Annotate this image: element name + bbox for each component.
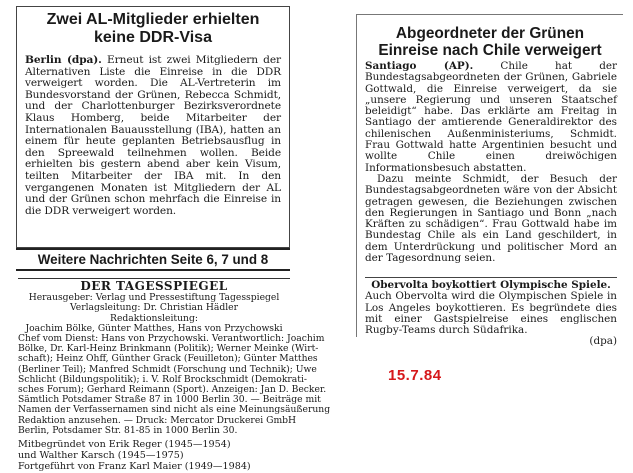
chile-headline-line2: Einreise nach Chile verweigert bbox=[378, 42, 602, 59]
founder-line: und Walther Karsch (1945—1975) bbox=[18, 450, 184, 462]
left-clipping bbox=[6, 6, 331, 473]
al-visa-headline-line1: Zwei AL-Mitglieder erhielten bbox=[46, 11, 260, 28]
chile-headline-line1: Abgeordneter der Grünen bbox=[395, 25, 585, 42]
impressum-line: Herausgeber: Verlag und Pressestiftung Tagesspiegel bbox=[28, 292, 280, 304]
impressum-line: schaft); Heinz Ohff, Günther Grack (Feuilleton); Günter Matthes bbox=[18, 353, 318, 365]
chile-para-1-text: Chile hat der Bundestagsabgeordneten der Grünen, Gabriele Gottwald, die Einreise verweigert, da sie „unsere Regierung und unseren Staatschef beleidigt“ habe. Das erklärte am Freitag in Santiago der amtierende Generaldirektor des chilenischen Außenministeriums, Schmidt. Frau Gottwald hatte Argentinien besucht und wollte Chile einen dreiwöchigen Informationsbesuch abstatten. bbox=[365, 60, 617, 174]
al-visa-text: Erneut ist zwei Mitgliedern der Alternativen Liste die Einreise in die DDR verweigert worden. Die AL-Vertreterin im Bundesvorstand der Grünen, Rebecca Schmidt, und der Charlottenburger Bezirksverordnete Klaus Homberg, beide Mitarbeiter der Internationalen Bauausstellung (IBA), hatten an einem für heute geplanten Betriebsausflug in den Spreewald teilnehmen wollen. Beide erhielten bis gestern abend aber kein Visum, teilten Mitarbeiter der IBA mit. In den vergangenen Monaten ist Mitgliedern der AL und der Grünen schon mehrfach die Einreise in die DDR verweigert worden. bbox=[25, 54, 281, 217]
impressum-founders bbox=[18, 439, 290, 472]
impressum-line: Redaktion anzusehen. — Druck: Mercator Druckerei GmbH bbox=[18, 414, 297, 426]
obervolta-text: Auch Obervolta wird die Olympischen Spiele in Los Angeles boykottieren. Es begründete dies mit einer Gastspielreise eines englischen Rugby-Teams durch Südafrika. bbox=[365, 290, 617, 337]
impressum-line: Namen der Verfassernamen sind nicht als eine Meinungsäußerung bbox=[18, 404, 331, 416]
chile-dateline: Santiago (AP). bbox=[365, 60, 474, 72]
impressum-line: Sämtlich Potsdamer Straße 87 in 1000 Berlin 30. — Beiträge mit bbox=[18, 394, 321, 406]
chile-body bbox=[365, 61, 617, 264]
impressum-title: DER TAGESSPIEGEL bbox=[18, 278, 290, 291]
impressum-lines bbox=[18, 292, 331, 436]
al-visa-body bbox=[25, 55, 281, 217]
impressum bbox=[18, 278, 331, 473]
founder-line: Mitbegründet von Erik Reger (1945—1954) bbox=[18, 439, 231, 451]
chile-para-2: Dazu meinte Schmidt, der Besuch der Bundestagsabgeordneten wäre von der Absicht getragen gewesen, die Beziehungen zwischen den Regierungen in Santiago und Bonn „nach Kräften zu schädigen“. Frau Gottwald habe im Bundestag Chile als ein Land geschildert, in dem Unterdrückung und politischer Mord an der Tagesordnung seien. bbox=[365, 172, 617, 265]
impressum-line: Chef vom Dienst: Hans von Przychowski. Verantwortlich: Joachim bbox=[18, 333, 325, 345]
al-visa-dateline: Berlin (dpa). bbox=[25, 54, 102, 66]
obervolta-source: (dpa) bbox=[589, 335, 617, 348]
date-annotation: 15.7.84 bbox=[388, 367, 442, 384]
impressum-line: Bölke, Dr. Karl-Heinz Brinkmann (Politik); Werner Meinke (Wirt- bbox=[18, 343, 319, 355]
impressum-line: Berlin, Potsdamer Str. 81-85 in 1000 Berlin 30. bbox=[18, 424, 238, 436]
founder-line: Fortgeführt von Franz Karl Maier (1949—1984) bbox=[18, 461, 251, 473]
impressum-line: Redaktionsleitung: bbox=[110, 312, 198, 324]
impressum-line: Schlicht (Bildungspolitik); i. V. Rolf Brockschmidt (Demokrati- bbox=[18, 373, 307, 385]
obervolta-title: Obervolta boykottiert Olympische Spiele. bbox=[365, 277, 617, 291]
obervolta-brief bbox=[365, 277, 617, 348]
impressum-line: Verlagsleitung: Dr. Christian Hädler bbox=[69, 302, 239, 314]
al-visa-article bbox=[16, 6, 290, 248]
impressum-line: Joachim Bölke, Günter Matthes, Hans von Przychowski bbox=[25, 322, 283, 334]
al-visa-headline-line2: keine DDR-Visa bbox=[94, 29, 212, 46]
chile-headline bbox=[357, 25, 623, 59]
al-visa-headline bbox=[17, 11, 289, 47]
impressum-line: (Berliner Teil); Manfred Schmidt (Forschung und Technik); Uwe bbox=[18, 363, 317, 375]
chile-para-1 bbox=[365, 61, 617, 174]
impressum-line: sches Forum); Gerhard Reimann (Sport). Anzeigen: Jan D. Becker. bbox=[18, 384, 327, 396]
further-news-banner: Weitere Nachrichten Seite 6, 7 und 8 bbox=[16, 248, 290, 271]
right-clipping bbox=[356, 14, 623, 348]
